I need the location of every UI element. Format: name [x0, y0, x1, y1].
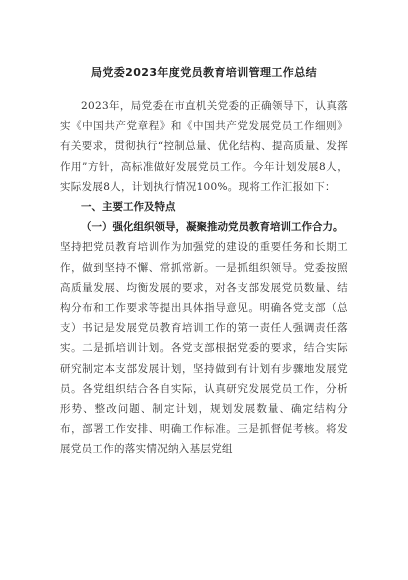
subsection-body-paragraph: 坚持把党员教育培训作为加强党的建设的重要任务和长期工作，做到坚持不懈、常抓常新。一是抓组织领导。党委按照高质量发展、均衡发展的要求，对各支部发展党员数量、结构分布和工作要求等提出具体指导意见。明确各党支部（总支）书记是发展党员教育培训工作的第一责任人强调责任落实。二是抓培训计划。各党支部根据党委的要求，结合实际研究制定本支部发展计划，坚持做到有计划有步骤地发展党员。各党组织结合各自实际，认真研究发展党员工作，分析形势、整改问题、制定计划，规划发展数量、确定结构分布，部署工作安排、明确工作标准。三是抓督促考核。将发展党员工作的落实情况纳入基层党组 — [60, 241, 348, 456]
intro-paragraph: 2023年，局党委在市直机关党委的正确领导下，认真落实《中国共产党章程》和《中国共产党发展党员工作细则》有关要求，贯彻执行“控制总量、优化结构、提高质量、发挥作用”方针，高标准做好发展党员工作。今年计划发展8人，实际发展8人，计划执行情况100%。现将工作汇报如下： — [60, 100, 348, 193]
document-title: 局党委2023年度党员教育培训管理工作总结 — [90, 66, 317, 79]
subsection-heading-organization: （一）强化组织领导，凝聚推动党员教育培训工作合力。 — [81, 221, 344, 234]
section-heading-main-work: 一、主要工作及特点 — [81, 201, 176, 214]
